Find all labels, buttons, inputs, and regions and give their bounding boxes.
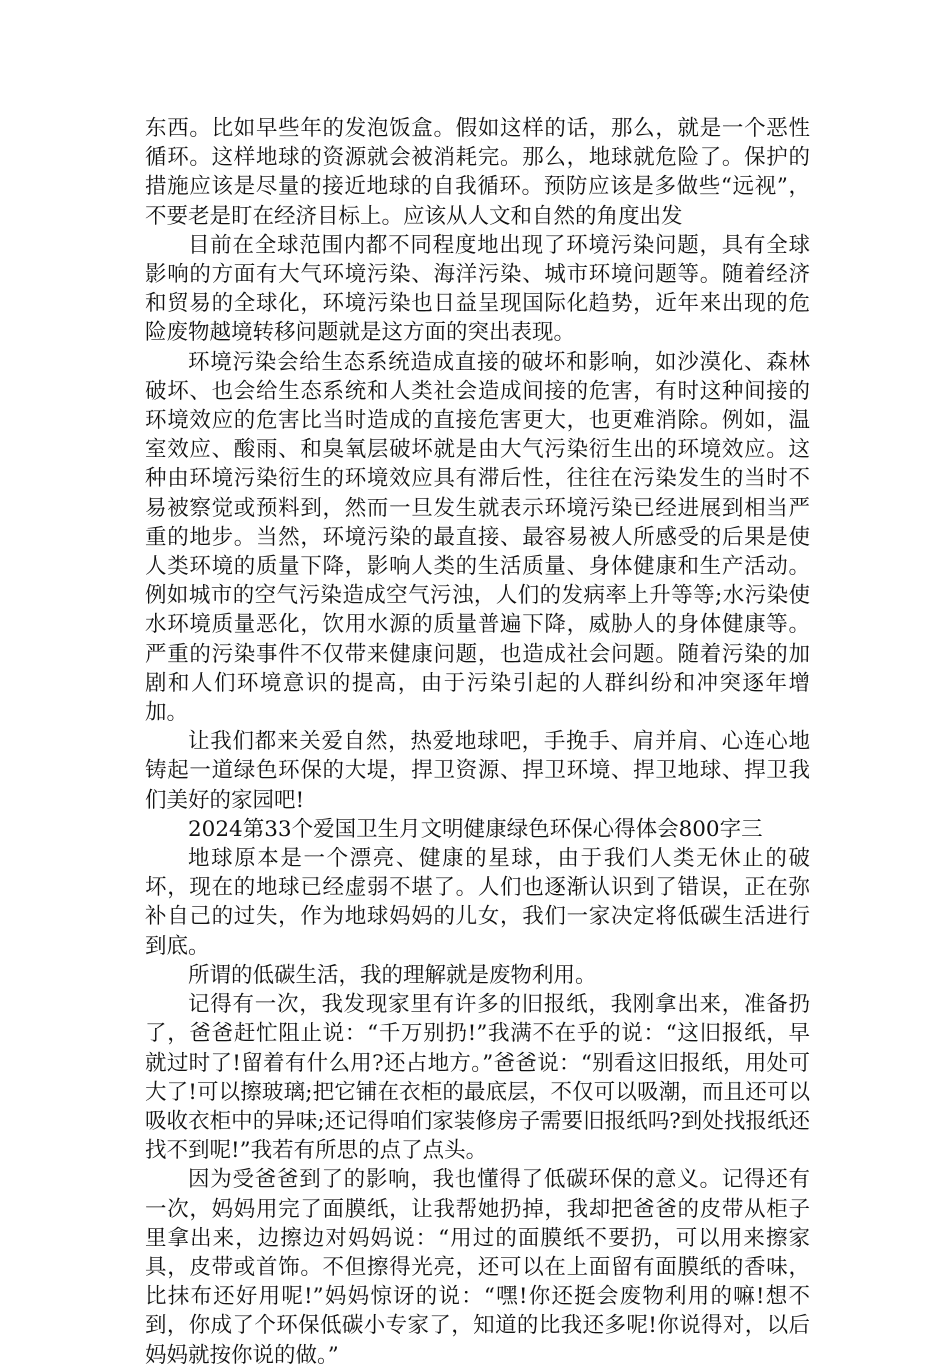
paragraph-call-to-action: 让我们都来关爱自然，热爱地球吧，手挽手、肩并肩、心连心地铸起一道绿色环保的大堤，捍卫资源、捍卫环境、捍卫地球、捍卫我们美好的家园吧! — [145, 729, 810, 813]
paragraph-global-pollution: 目前在全球范围内都不同程度地出现了环境污染问题，具有全球影响的方面有大气环境污染、海洋污染、城市环境问题等。随着经济和贸易的全球化，环境污染也日益呈现国际化趋势，近年来出现的危险废物越境转移问题就是这方面的突出表现。 — [145, 232, 810, 346]
paragraph-earth-intro: 地球原本是一个漂亮、健康的星球，由于我们人类无休止的破坏，现在的地球已经虚弱不堪了。人们也逐渐认识到了错误，正在弥补自己的过失，作为地球妈妈的儿女，我们一家决定将低碳生活进行到底。 — [145, 846, 810, 959]
paragraph-old-newspapers: 记得有一次，我发现家里有许多的旧报纸，我刚拿出来，准备扔了，爸爸赶忙阻止说：“千万别扔!”我满不在乎的说：“这旧报纸，早就过时了!留着有什么用?还占地方。”爸爸说：“别看这旧报纸，用处可大了!可以擦玻璃;把它铺在衣柜的最底层，不仅可以吸潮，而且还可以吸收衣柜中的异味;还记得咱们家装修房子需要旧报纸吗?到处找报纸还找不到呢!”我若有所思的点了点头。 — [145, 992, 810, 1164]
paragraph-pollution-effects: 环境污染会给生态系统造成直接的破坏和影响，如沙漠化、森林破坏、也会给生态系统和人类社会造成间接的危害，有时这种间接的环境效应的危害比当时造成的直接危害更大，也更难消除。例如，温室效应、酸雨、和臭氧层破坏就是由大气污染衍生出的环境效应。这种由环境污染衍生的环境效应具有滞后性，往往在污染发生的当时不易被察觉或预料到，然而一旦发生就表示环境污染已经进展到相当严重的地步。当然，环境污染的最直接、最容易被人所感受的后果是使人类环境的质量下降，影响人类的生活质量、身体健康和生产活动。例如城市的空气污染造成空气污浊，人们的发病率上升等等;水污染使水环境质量恶化，饮用水源的质量普遍下降，威胁人的身体健康等。严重的污染事件不仅带来健康问题，也造成社会问题。随着污染的加剧和人们环境意识的提高，由于污染引起的人群纠纷和冲突逐年增加。 — [145, 349, 810, 726]
paragraph-low-carbon-definition: 所谓的低碳生活，我的理解就是废物利用。 — [188, 962, 597, 988]
paragraph-facial-mask: 因为受爸爸到了的影响，我也懂得了低碳环保的意义。记得还有一次，妈妈用完了面膜纸，让我帮她扔掉，我却把爸爸的皮带从柜子里拿出来，边擦边对妈妈说：“用过的面膜纸不要扔，可以用来擦家具，皮带或首饰。不但擦得光亮，还可以在上面留有面膜纸的香味，比抹布还好用呢!”妈妈惊讶的说：“嘿!你还挺会废物利用的嘛!想不到，你成了个环保低碳小专家了，知道的比我还多呢!你说得对，以后妈妈就按你说的做。” — [145, 1167, 810, 1368]
section-heading: 2024第33个爱国卫生月文明健康绿色环保心得体会800字三 — [188, 816, 763, 842]
paragraph-continuation: 东西。比如早些年的发泡饭盒。假如这样的话，那么，就是一个恶性循环。这样地球的资源就会被消耗完。那么，地球就危险了。保护的措施应该是尽量的接近地球的自我循环。预防应该是多做些“远视”，不要老是盯在经济目标上。应该从人文和自然的角度出发 — [145, 116, 810, 229]
document-body — [145, 114, 810, 1370]
